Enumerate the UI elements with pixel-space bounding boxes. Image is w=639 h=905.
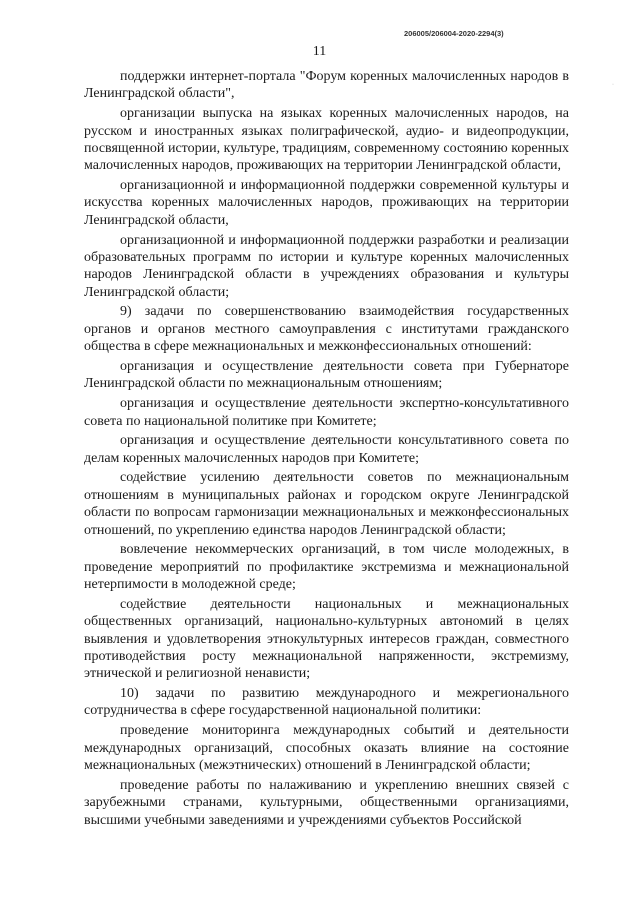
paragraph: организация и осуществление деятельности консультативного совета по делам коренных малочисленных народов при Комитете; [84, 433, 569, 466]
paragraph: содействие деятельности национальных и межнациональных общественных организаций, национально-культурных автономий в целях выявления и удовлетворения этнокультурных интересов граждан, совместного противодействия росту межнациональной напряженности, экстремизму, этнической и религиозной ненависти; [84, 596, 569, 682]
paragraph: вовлечение некоммерческих организаций, в том числе молодежных, в проведение мероприятий по профилактике экстремизма и межнациональной нетерпимости в молодежной среде; [84, 542, 569, 593]
paragraph: проведение мониторинга международных событий и деятельности международных организаций, способных оказать влияние на состояние межнациональных (межэтнических) отношений в Ленинградской области; [84, 723, 569, 773]
paragraph: содействие усилению деятельности советов по межнациональным отношениям в муниципальных районах и городском округе Ленинградской области по вопросам гармонизации межнациональных и межконфессиональных отношений, по укреплению единства народов Ленинградской области; [84, 470, 569, 538]
margin-mark: · [612, 82, 614, 88]
paragraph: организация и осуществление деятельности экспертно-консультативного совета по национальной политике при Комитете; [84, 396, 569, 429]
paragraph: организация и осуществление деятельности совета при Губернаторе Ленинградской области по межнациональным отношениям; [84, 358, 569, 392]
paragraph: организационной и информационной поддержки современной культуры и искусства коренных малочисленных народов, проживающих на территории Ленинградской области, [84, 178, 569, 228]
document-id: 206005/206004-2020-2294(3) [404, 29, 504, 38]
paragraph: 10) задачи по развитию международного и межрегионального сотрудничества в сфере государственной национальной политики: [84, 686, 569, 719]
paragraph: поддержки интернет-портала "Форум коренных малочисленных народов в Ленинградской области", [84, 69, 569, 102]
paragraph: организационной и информационной поддержки разработки и реализации образовательных программ по истории и культуре коренных малочисленных народов Ленинградской области в учреждениях образования и культуры Ленинградской области; [84, 232, 569, 300]
paragraph: проведение работы по налаживанию и укреплению внешних связей с зарубежными странами, культурными, общественными организациями, высшими учебными заведениями и учреждениями субъектов Российской [84, 777, 569, 828]
page-number: 11 [312, 44, 327, 59]
document-body [84, 68, 569, 831]
paragraph: 9) задачи по совершенствованию взаимодействия государственных органов и органов местного самоуправления с институтами гражданского общества в сфере межнациональных и межконфессиональных отношений: [84, 304, 569, 355]
paragraph: организации выпуска на языках коренных малочисленных народов, на русском и иностранных языках полиграфической, аудио- и видеопродукции, посвященной истории, культуре, традициям, современному состоянию коренных малочисленных народов, проживающих на территории Ленинградской области, [84, 106, 569, 174]
